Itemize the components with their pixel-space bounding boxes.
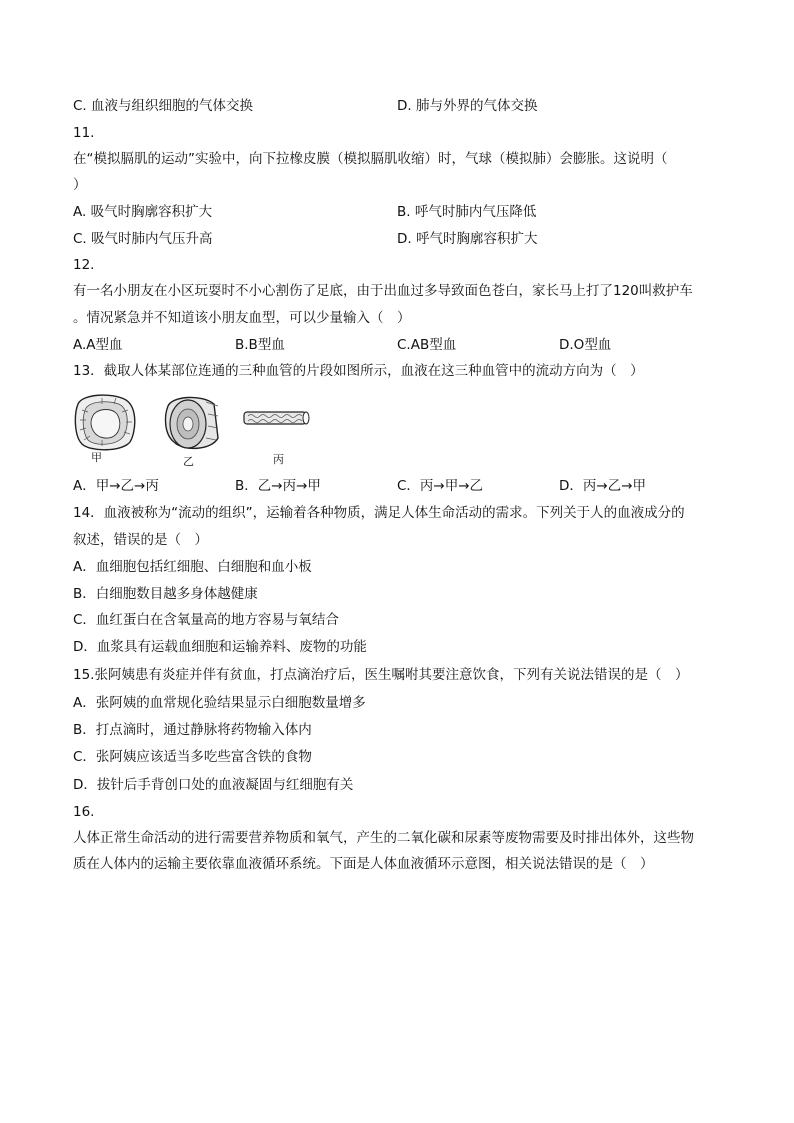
q12-option-a: A.A型血 [73, 337, 123, 353]
vessel-label-jia: 甲 [91, 451, 102, 464]
q12-option-b: B.B型血 [235, 337, 285, 353]
q14-stem-line1: 14．血液被称为“流动的组织”，运输着各种物质，满足人体生命活动的需求。下列关于人的血液成分的 [73, 505, 685, 521]
q11-option-b: B. 呼气时肺内气压降低 [397, 204, 537, 220]
q11-option-d: D. 呼气时胸廓容积扩大 [397, 231, 538, 247]
q14-option-d: D．血浆具有运载血细胞和运输养料、废物的功能 [73, 639, 367, 655]
q13-option-b: B．乙→丙→甲 [235, 478, 321, 494]
q16-stem-line1: 人体正常生命活动的进行需要营养物质和氧气，产生的二氧化碳和尿素等废物需要及时排出体外，这些物 [73, 830, 694, 846]
q13-stem: 13．截取人体某部位连通的三种血管的片段如图所示，血液在这三种血管中的流动方向为（ ） [73, 363, 644, 379]
q14-option-c: C．血红蛋白在含氧量高的地方容易与氧结合 [73, 612, 339, 628]
q13-option-c: C．丙→甲→乙 [397, 478, 484, 494]
vessel-jia-drawing [75, 395, 134, 450]
q15-option-b: B．打点滴时，通过静脉将药物输入体内 [73, 722, 312, 738]
q16-number: 16. [73, 804, 95, 820]
q11-option-a: A. 吸气时胸廓容积扩大 [73, 204, 213, 220]
q14-stem-line2: 叙述，错误的是（ ） [73, 532, 208, 548]
vessel-yi-drawing [166, 397, 218, 448]
q14-option-a: A．血细胞包括红细胞、白细胞和血小板 [73, 559, 312, 575]
q11-number: 11. [73, 125, 95, 141]
blood-vessel-illustration [72, 390, 332, 470]
q10-option-c: C. 血液与组织细胞的气体交换 [73, 98, 254, 114]
q11-option-c: C. 吸气时肺内气压升高 [73, 231, 213, 247]
q12-number: 12. [73, 257, 95, 273]
q13-option-a: A．甲→乙→丙 [73, 478, 159, 494]
vessel-bing-drawing [244, 412, 309, 424]
q10-option-d: D. 肺与外界的气体交换 [397, 98, 538, 114]
q16-stem-line2: 质在人体内的运输主要依靠血液循环系统。下面是人体血液循环示意图，相关说法错误的是（ ） [73, 856, 654, 872]
q11-stem-line2: ） [73, 177, 87, 193]
q12-option-d: D.O型血 [559, 337, 612, 353]
q15-option-d: D．拔针后手背创口处的血液凝固与红细胞有关 [73, 777, 354, 793]
q15-option-a: A．张阿姨的血常规化验结果显示白细胞数量增多 [73, 695, 366, 711]
vessel-label-bing: 丙 [273, 453, 284, 466]
q12-stem-line2: 。情况紧急并不知道该小朋友血型，可以少量输入（ ） [73, 310, 411, 326]
q15-option-c: C．张阿姨应该适当多吃些富含铁的食物 [73, 749, 312, 765]
q14-option-b: B．白细胞数目越多身体越健康 [73, 586, 258, 602]
q13-option-d: D．丙→乙→甲 [559, 478, 647, 494]
q15-stem: 15.张阿姨患有炎症并伴有贫血，打点滴治疗后，医生嘱咐其要注意饮食，下列有关说法错误的是（ ） [73, 667, 689, 683]
blood-vessel-figure [72, 390, 332, 470]
q12-stem-line1: 有一名小朋友在小区玩耍时不小心割伤了足底，由于出血过多导致面色苍白，家长马上打了120叫救护车 [73, 283, 693, 299]
q11-stem-line1: 在“模拟膈肌的运动”实验中，向下拉橡皮膜（模拟膈肌收缩）时，气球（模拟肺）会膨胀。这说明（ [73, 151, 668, 167]
vessel-label-yi: 乙 [183, 455, 194, 468]
q12-option-c: C.AB型血 [397, 337, 457, 353]
